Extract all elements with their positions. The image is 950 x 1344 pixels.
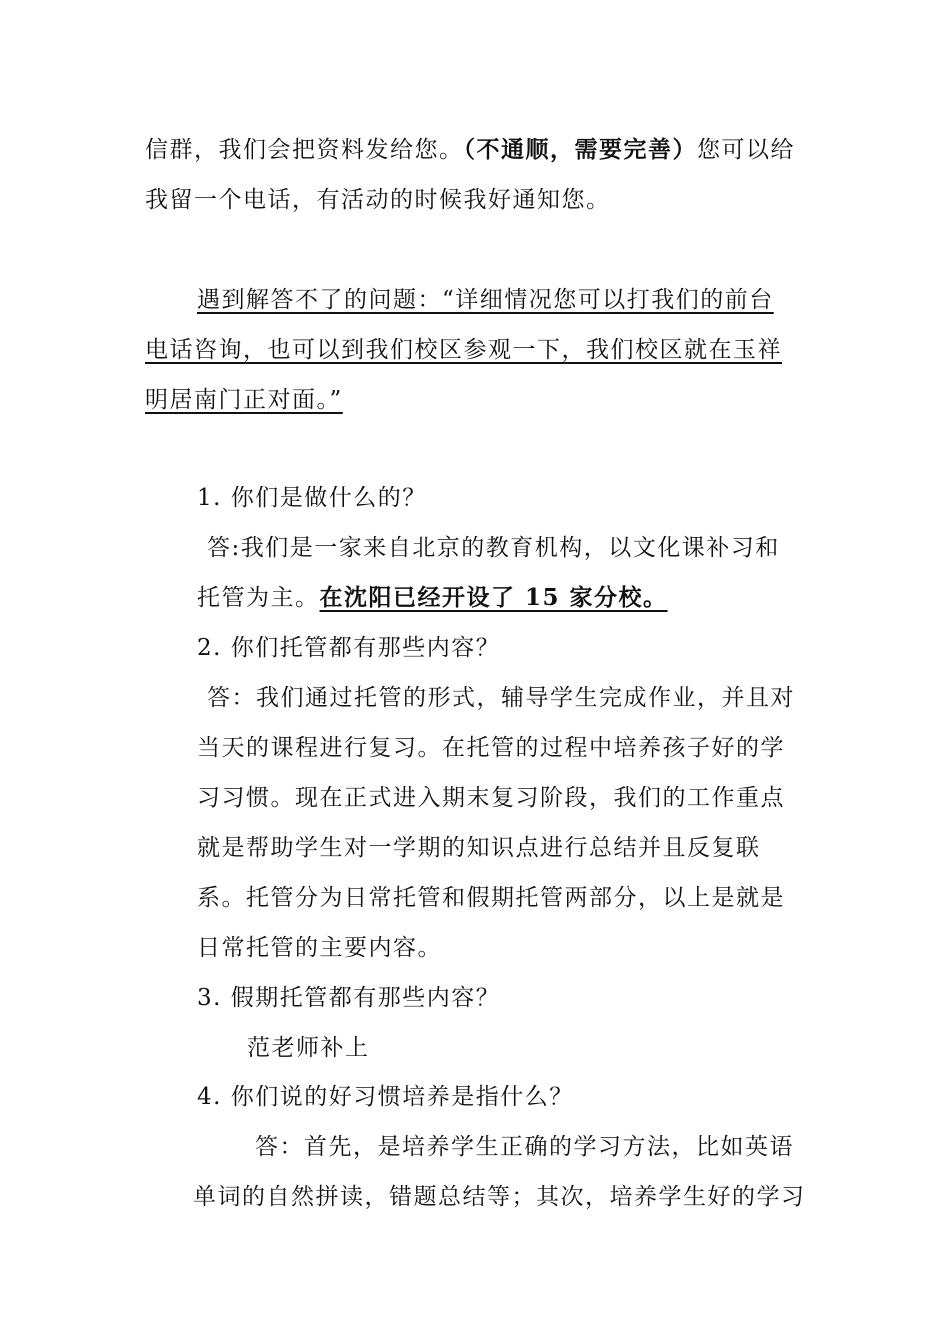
faq-answer-4-line-2: 单词的自然拼读，错题总结等；其次，培养学生好的学习 — [193, 1184, 806, 1210]
intro-text-b: 您可以给 — [697, 137, 795, 163]
intro-line-2: 我留一个电话，有活动的时候我好通知您。 — [145, 187, 611, 213]
faq-question-2: 2. 你们托管都有那些内容？ — [197, 635, 501, 661]
faq-answer-2-line-6: 日常托管的主要内容。 — [197, 935, 442, 961]
faq-answer-2-line-5: 系。托管分为日常托管和假期托管两部分，以上是就是 — [197, 885, 785, 911]
faq-answer-1-highlight: 在沈阳已经开设了 15 家分校。 — [319, 584, 668, 611]
faq-answer-2-line-3: 习习惯。现在正式进入期末复习阶段，我们的工作重点 — [197, 785, 785, 811]
faq-answer-4-line-1: 答：首先，是培养学生正确的学习方法，比如英语 — [255, 1134, 794, 1160]
faq-answer-1-line-1: 答:我们是一家来自北京的教育机构，以文化课补习和 — [207, 535, 780, 561]
intro-line-1 — [145, 135, 795, 165]
intro-text-a: 信群，我们会把资料发给您。 — [145, 137, 464, 163]
faq-answer-1-line-2 — [197, 583, 668, 613]
unanswerable-line-1: 遇到解答不了的问题：“详细情况您可以打我们的前台 — [197, 287, 774, 313]
unanswerable-line-2: 电话咨询，也可以到我们校区参观一下，我们校区就在玉祥 — [145, 337, 782, 363]
unanswerable-line-3: 明居南门正对面。” — [145, 387, 343, 413]
faq-answer-2-line-2: 当天的课程进行复习。在托管的过程中培养孩子好的学 — [197, 735, 785, 761]
faq-answer-2-line-1: 答：我们通过托管的形式，辅导学生完成作业，并且对 — [207, 685, 795, 711]
faq-question-4: 4. 你们说的好习惯培养是指什么？ — [197, 1084, 574, 1110]
faq-question-3: 3. 假期托管都有那些内容？ — [197, 985, 501, 1011]
faq-answer-2-line-4: 就是帮助学生对一学期的知识点进行总结并且反复联 — [197, 835, 761, 861]
editor-note: （不通顺，需要完善） — [463, 136, 697, 163]
faq-answer-1-text: 托管为主。 — [197, 585, 320, 611]
faq-answer-3: 范老师补上 — [247, 1035, 370, 1061]
faq-question-1: 1. 你们是做什么的？ — [197, 485, 427, 511]
